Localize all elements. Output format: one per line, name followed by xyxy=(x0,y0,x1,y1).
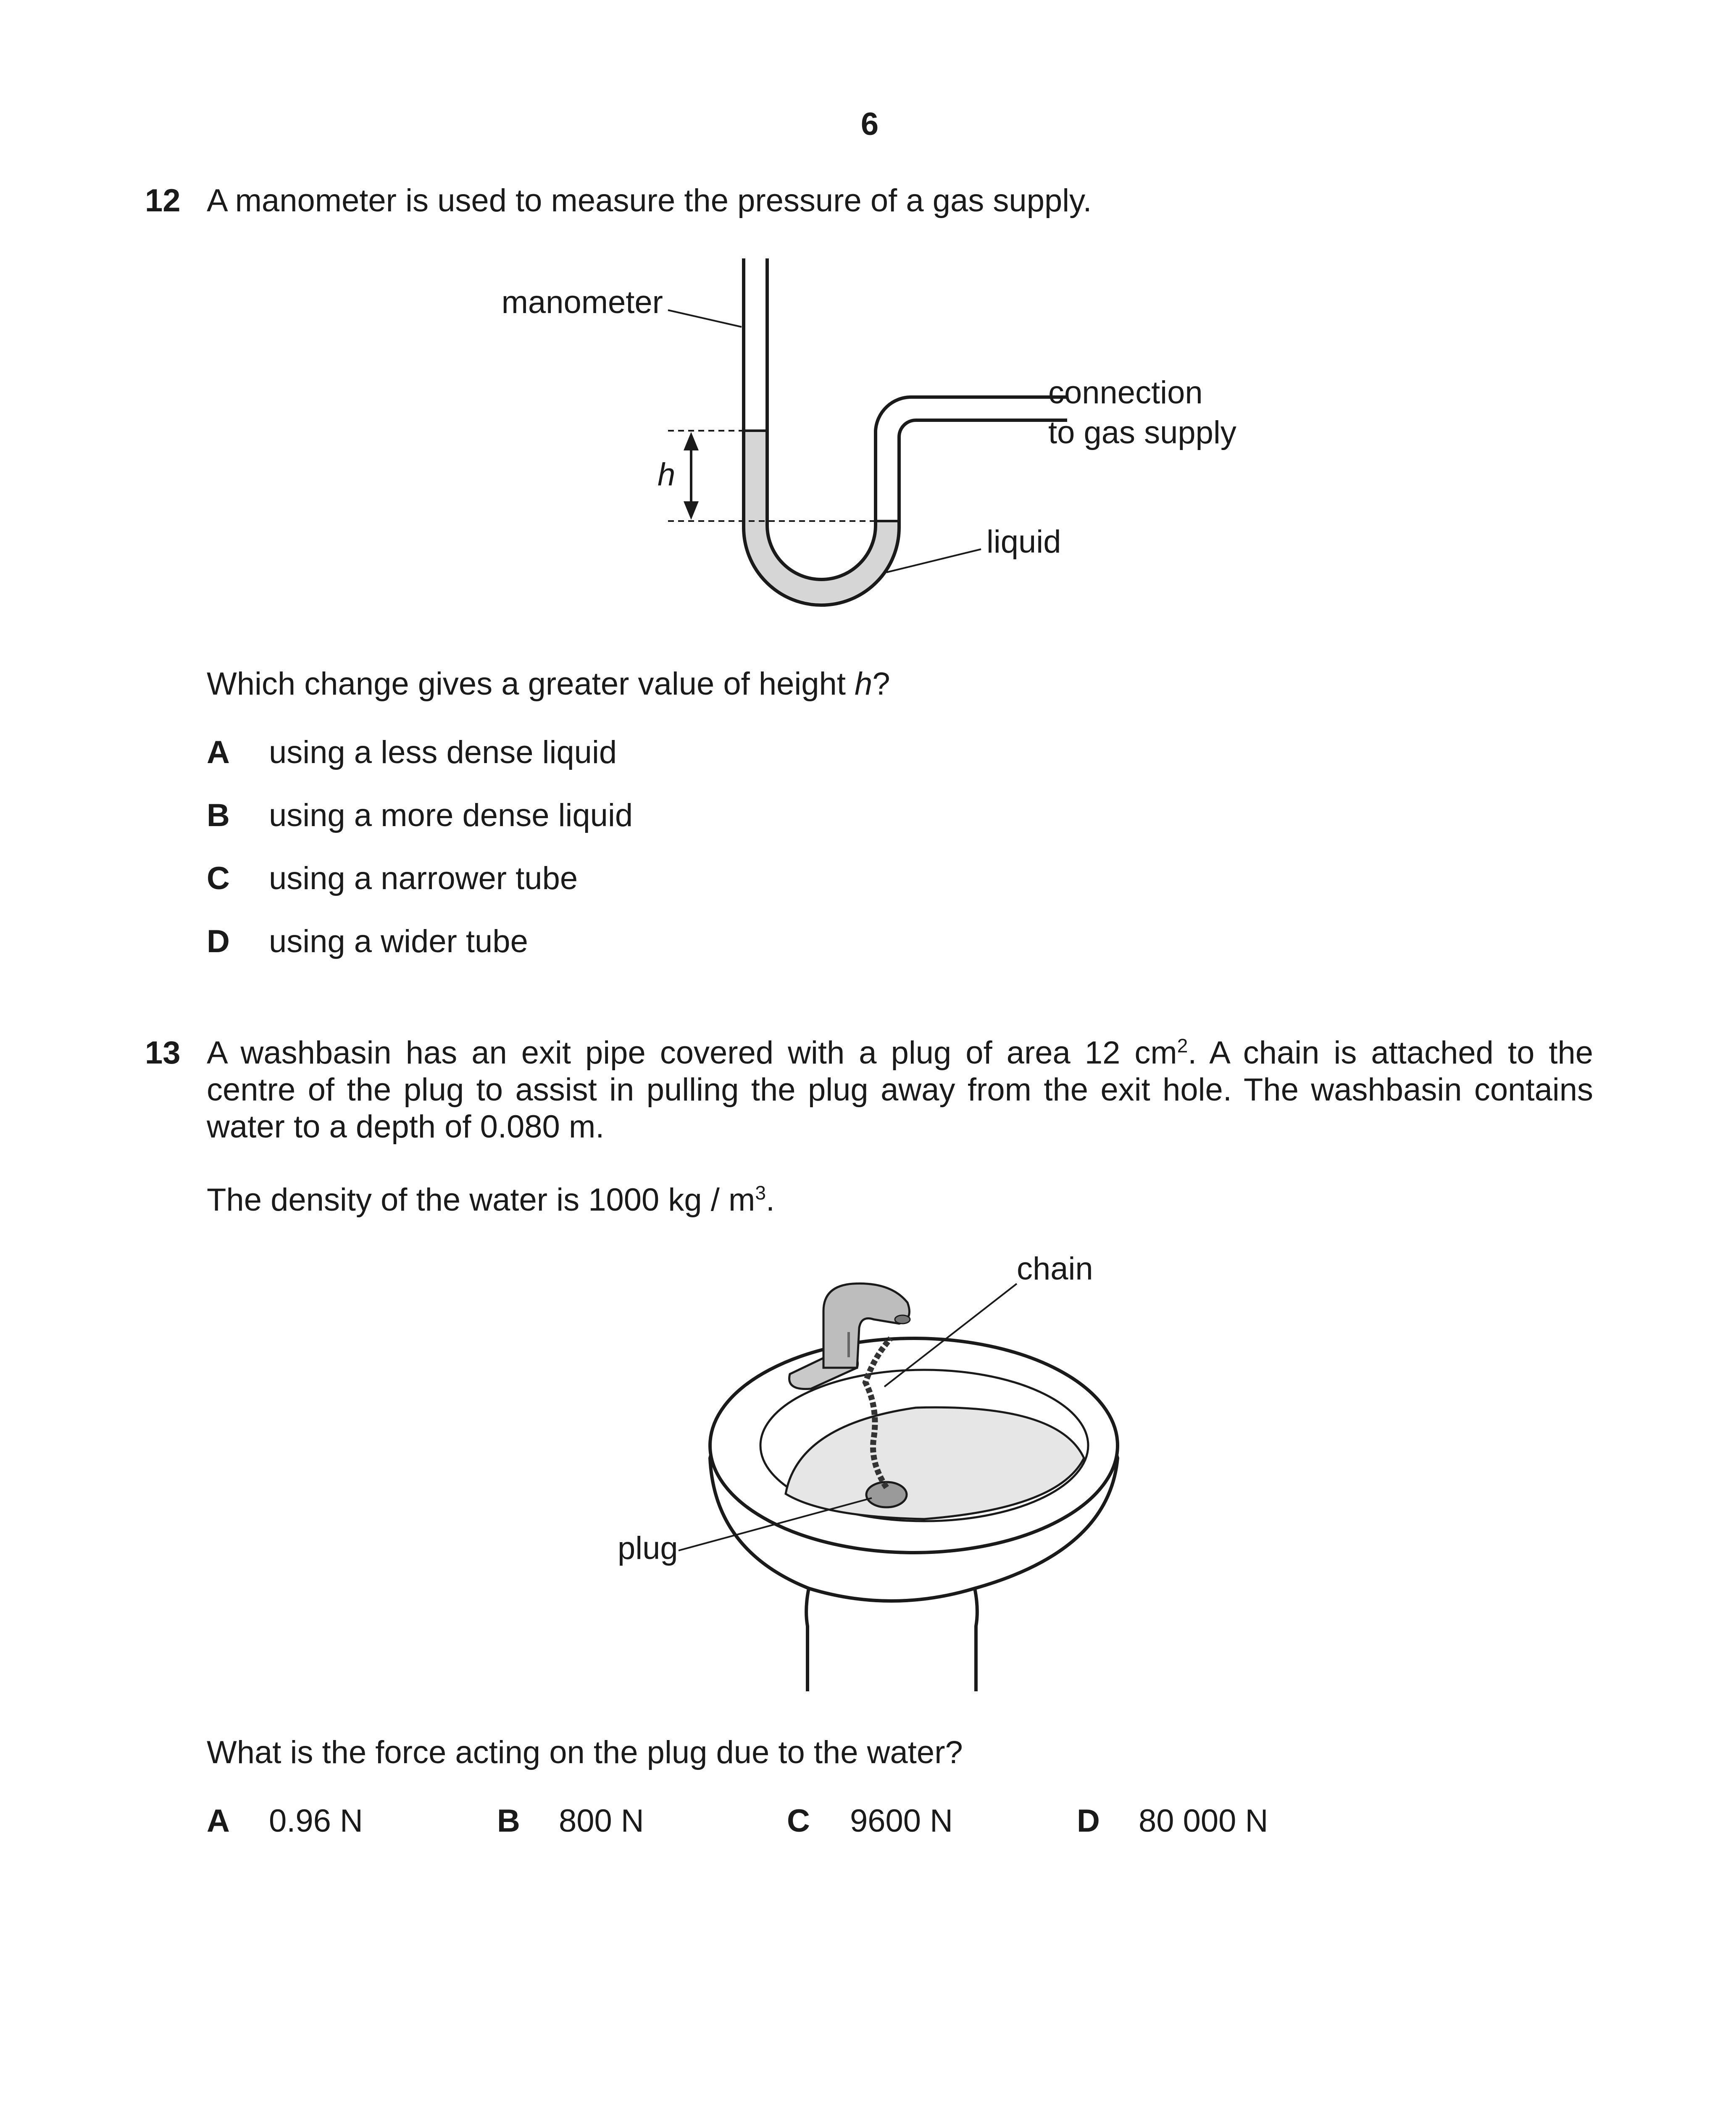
q12-option-letter: D xyxy=(207,924,230,959)
q12-stem: A manometer is used to measure the pressure of a gas supply. xyxy=(207,183,1092,219)
q13-density: The density of the water is 1000 kg / $m^3$. xyxy=(207,1182,775,1218)
q13-option-text: 800 N xyxy=(559,1803,644,1839)
q13-option-letter: D xyxy=(1077,1803,1100,1839)
q12-option-text: using a less dense liquid xyxy=(269,735,617,770)
q13-option-text: 9600 N xyxy=(850,1803,953,1839)
washbasin-diagram xyxy=(0,1252,1736,1756)
q13-stem-line2: centre of the plug to assist in pulling the plug away from the exit hole. The washbasin contains xyxy=(207,1072,1593,1108)
label-chain: chain xyxy=(1017,1251,1093,1287)
q12-option-letter: A xyxy=(207,735,230,770)
q13-stem-line1: A washbasin has an exit pipe covered with a plug of area 12 $cm^2$. A chain is attached to the xyxy=(207,1035,1593,1071)
q13-option-text: 0.96 N xyxy=(269,1803,363,1839)
page-number: 6 xyxy=(860,106,879,142)
q13-number: 13 xyxy=(145,1035,181,1071)
label-manometer: manometer xyxy=(501,284,663,320)
q12-number: 12 xyxy=(145,183,181,219)
q13-stem-line3: water to a depth of 0.080 m. xyxy=(207,1109,605,1145)
label-connection-line2: to gas supply xyxy=(1048,415,1236,450)
q12-question-variable: h xyxy=(855,666,873,702)
q13-option-letter: B xyxy=(497,1803,520,1839)
q12-question: Which change gives a greater value of height h? xyxy=(207,666,890,702)
manometer-leader xyxy=(668,310,742,327)
q12-option-text: using a narrower tube xyxy=(269,861,578,896)
q12-option-text: using a wider tube xyxy=(269,924,528,959)
label-plug: plug xyxy=(618,1530,678,1566)
q13-option-letter: A xyxy=(207,1803,230,1839)
q12-option-letter: C xyxy=(207,861,230,896)
manometer-diagram xyxy=(0,0,1736,672)
label-connection-line1: connection xyxy=(1048,375,1203,411)
q12-option-text: using a more dense liquid xyxy=(269,798,633,833)
q12-option-letter: B xyxy=(207,798,230,833)
q13-option-text: 80 000 N xyxy=(1139,1803,1268,1839)
q13-question: What is the force acting on the plug due to the water? xyxy=(207,1735,963,1770)
liquid-leader xyxy=(886,549,981,572)
q13-option-letter: C xyxy=(787,1803,810,1839)
pedestal xyxy=(806,1588,977,1691)
label-h: h xyxy=(658,457,676,492)
label-liquid: liquid xyxy=(986,524,1061,560)
